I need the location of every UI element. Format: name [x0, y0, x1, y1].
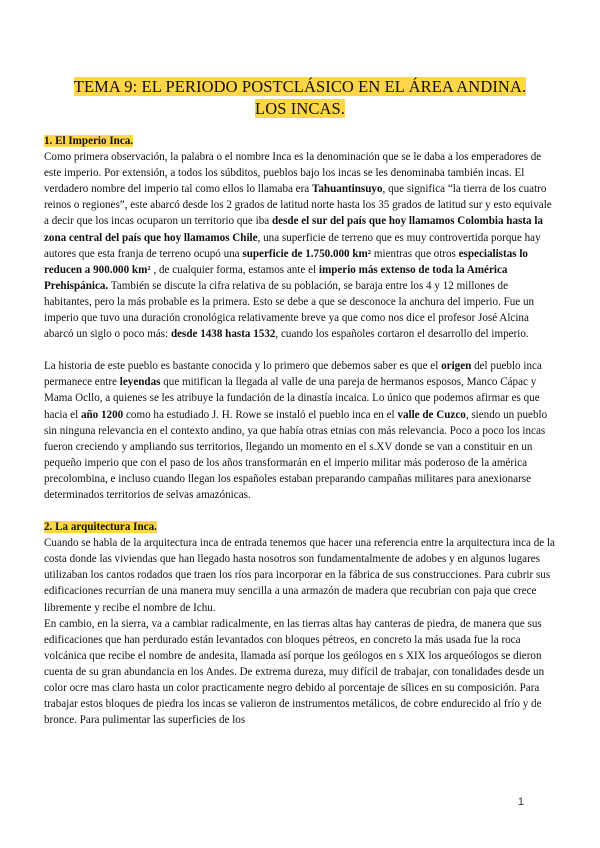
- section-1-paragraph-1: Como primera observación, la palabra o el nombre Inca es la denominación que se le daba a los emperadores de este imperio. Por extensión, a todos los súbditos, pueblos bajo los incas se les denominaba también incas. El verdadero nombre del imperio tal como ellos lo llamaba era Tahuantinsuyo, que significa “la tierra de los cuatro reinos o regiones”, este abarcó desde los 2 grados de latitud norte hasta los 35 grados de latitud sur y esto equivale a decir que los incas ocuparon un territorio que iba desde el sur del país que hoy llamamos Colombia hasta la zona central del país que hoy llamamos Chile, una superficie de terreno que es muy controvertida porque hay autores que esta franja de terreno ocupó una superficie de 1.750.000 km² mientras que otros especialistas lo reducen a 900.000 km² , de cualquier forma, estamos ante el imperio más extenso de toda la América Prehispánica. También se discute la cifra relativa de su población, se baraja entre los 4 y 12 millones de habitantes, pero la más probable es la primera. Esto se debe a que se desconoce la anchura del imperio. Fue un imperio que tuvo una duración cronológica relativamente breve ya que como nos dice el profesor José Alcina abarcó un siglo o poco más: desde 1438 hasta 1532, cuando los españoles cortaron el desarrollo del imperio.: [44, 151, 552, 341]
- section-2-paragraph-2: En cambio, en la sierra, va a cambiar radicalmente, en las tierras altas hay canteras de piedra, de manera que sus edificaciones que han perdurado están levantados con bloques pétreos, en concreto la más usada fue la roca volcánica que recibe el nombre de andesita, llamada así porque los geólogos en s XIX los arqueólogos se dieron cuenta de su gran abundancia en los Andes. De extrema dureza, muy difícil de trabajar, con tonalidades desde un color ocre mas claro hasta un color practicamente negro debido al porcentaje de sílices en su composición. Para trabajar estos bloques de piedra los incas se valieron de instrumentos metálicos, de cobre endurecido al frío y de bronce. Para pulimentar las superficies de los: [44, 617, 545, 727]
- title-line-1: TEMA 9: EL PERIODO POSTCLÁSICO EN EL ÁREA ANDINA.: [73, 77, 527, 96]
- paragraph-gap: [44, 342, 558, 358]
- page-number: 1: [517, 796, 524, 808]
- paragraph-gap: [44, 503, 558, 519]
- title-line-2: LOS INCAS.: [255, 99, 345, 118]
- section-1-heading: 1. El Imperio Inca.: [44, 135, 134, 147]
- section-2-heading: 2. La arquitectura Inca.: [44, 521, 157, 534]
- section-1-paragraph-2: La historia de este pueblo es bastante conocida y lo primero que debemos saber es que el origen del pueblo inca permanece entre leyendas que mitifican la llegada al valle de una pareja de hermanos esposos, Manco Cápac y Mama Ocllo, a quienes se les atribuye la fundación de la dinastía incaica. Lo único que podemos afirmar es que hacia el año 1200 como ha estudiado J. H. Rowe se instaló el pueblo inca en el valle de Cuzco, siendo un pueblo sin ninguna relevancia en el contexto andino, ya que había otras etnias con más relevancia. Poco a poco los incas fueron creciendo y ampliando sus territorios, llegando un momento en el s.XV donde se van a constituir en un pequeño imperio que con el paso de los años transformarán en el imperio militar más poderoso de la américa precolombina, e incluso cuando llegan los españoles estaban preparando campañas militares para anexionarse determinados territorios de selvas amazónicas.: [44, 360, 548, 501]
- section-2-paragraph-1: Cuando se habla de la arquitectura inca de entrada tenemos que hacer una referencia entre la arquitectura inca de la costa donde las viviendas que han llegado hasta nosotros son fundamentalmente de adobes y en algunos lugares utilizaban los cantos rodados que traen los ríos para incorporar en la fábrica de sus construcciones. Para cubrir sus edificaciones recurrían de una manera muy sencilla a una armazón de madera que recubrían con paja que crece libremente y recibe el nombre de Ichu.: [44, 537, 555, 614]
- document-body: [44, 133, 558, 728]
- page-title: [40, 76, 560, 120]
